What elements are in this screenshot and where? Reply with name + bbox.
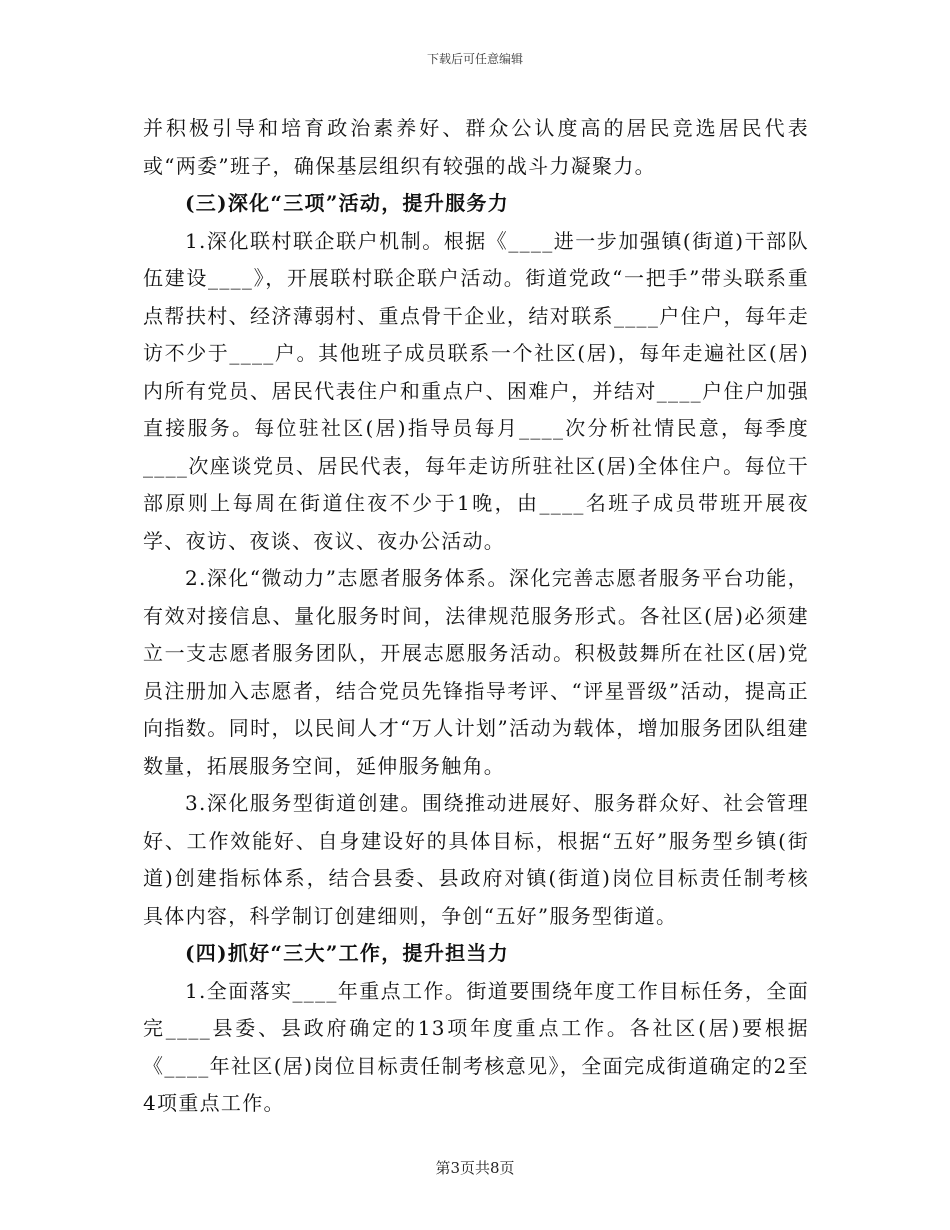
paragraph-continuation: 并积极引导和培育政治素养好、群众公认度高的居民竞选居民代表或“两委”班子，确保基层组织有较强的战斗力凝聚力。 (143, 116, 809, 178)
paragraph-item-4-1: 1.全面落实____年重点工作。街道要围绕年度工作目标任务，全面完____县委、县政府确定的13项年度重点工作。各社区(居)要根据《____年社区(居)岗位目标责任制考核意见》，全面完成街道确定的2至4项重点工作。 (143, 978, 809, 1115)
section-heading-four: (四)抓好“三大”工作，提升担当力 (185, 941, 510, 965)
document-header-note: 下载后可任意编辑 (426, 52, 523, 66)
section-heading-three: (三)深化“三项”活动，提升服务力 (185, 191, 510, 215)
paragraph-item-3: 3.深化服务型街道创建。围绕推动进展好、服务群众好、社会管理好、工作效能好、自身建设好的具体目标，根据“五好”服务型乡镇(街道)创建指标体系，结合县委、县政府对镇(街道)岗位目标责任制考核具体内容，科学制订创建细则，争创“五好”服务型街道。 (143, 791, 809, 928)
paragraph-item-1: 1.深化联村联企联户机制。根据《____进一步加强镇(街道)干部队伍建设____》，开展联村联企联户活动。街道党政“一把手”带头联系重点帮扶村、经济薄弱村、重点骨干企业，结对联系____户住户，每年走访不少于____户。其他班子成员联系一个社区(居)，每年走遍社区(居)内所有党员、居民代表住户和重点户、困难户，并结对____户住户加强直接服务。每位驻社区(居)指导员每月____次分析社情民意，每季度____次座谈党员、居民代表，每年走访所驻社区(居)全体住户。每位干部原则上每周在街道住夜不少于1晚，由____名班子成员带班开展夜学、夜访、夜谈、夜议、夜办公活动。 (143, 228, 809, 553)
paragraph-item-2: 2.深化“微动力”志愿者服务体系。深化完善志愿者服务平台功能，有效对接信息、量化服务时间，法律规范服务形式。各社区(居)必须建立一支志愿者服务团队，开展志愿服务活动。积极鼓舞所在社区(居)党员注册加入志愿者，结合党员先锋指导考评、“评星晋级”活动，提高正向指数。同时，以民间人才“万人计划”活动为载体，增加服务团队组建数量，拓展服务空间，延伸服务触角。 (143, 566, 809, 778)
document-body (143, 110, 809, 1123)
page-number-footer: 第3页共8页 (435, 1159, 515, 1177)
